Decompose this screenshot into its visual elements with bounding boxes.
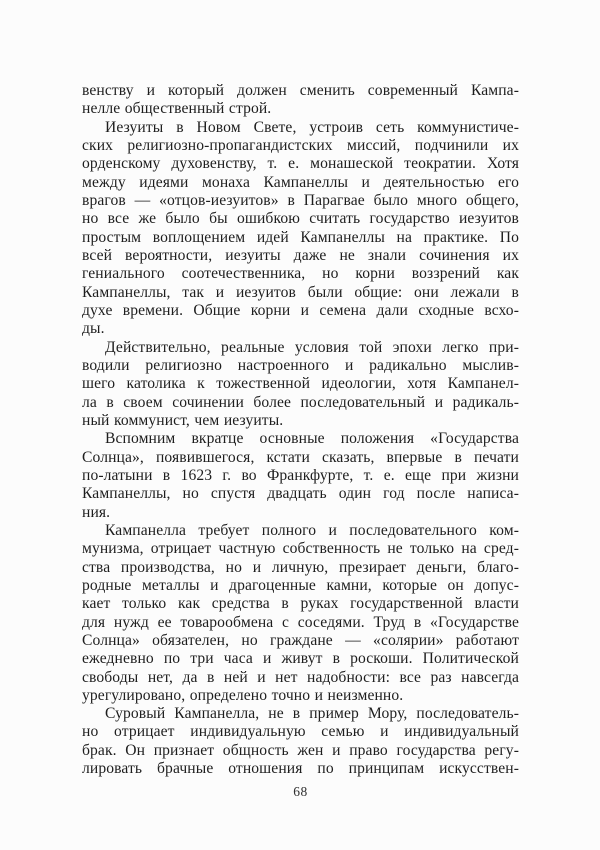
text-line: по-латыни в 1623 г. во Франкфурте, т. е. еще при жизни <box>82 466 519 484</box>
text-line: всей вероятности, иезуиты даже не знали сочинения их <box>82 246 519 264</box>
text-line: ежедневно по три часа и живут в роскоши. Политической <box>82 650 519 668</box>
text-line: свободы нет, да в ней и нет надобности: все раз навсегда <box>82 668 519 686</box>
text-line: венству и который должен сменить современный Кампа- <box>82 82 519 99</box>
text-line: нелле общественный строй. <box>82 100 272 118</box>
text-line: Вспомним вкратце основные положения «Государства <box>105 430 519 448</box>
text-line: родные металлы и драгоценные камни, которые он допус- <box>82 576 519 594</box>
paragraph <box>82 430 519 522</box>
text-line: водили религиозно настроенного и радикально мыслив- <box>82 356 519 374</box>
text-line: но отрицает индивидуальную семью и индивидуальный <box>82 723 519 741</box>
text-line: лировать брачные отношения по принципам искусствен- <box>82 760 519 778</box>
paragraph <box>82 522 519 705</box>
text-line: гениального соотечественника, но корни воззрений как <box>82 265 519 283</box>
text-line: орденскому духовенству, т. е. монашеской теократии. Хотя <box>82 155 519 173</box>
text-line: Солнца», появившегося, кстати сказать, впервые в печати <box>82 448 519 466</box>
text-line: кает только как средства в руках государственной власти <box>82 595 519 613</box>
text-line: Кампанеллы, но спустя двадцать один год после написа- <box>82 485 519 503</box>
text-line: простым воплощением идей Кампанеллы на практике. По <box>82 228 519 246</box>
text-line: брак. Он признает общность жен и право государства регу- <box>82 741 519 759</box>
text-line: для нужд ее товарообмена с соседями. Труд в «Государстве <box>82 613 519 631</box>
text-line: ный коммунист, чем иезуиты. <box>82 411 284 429</box>
text-line: ства производства, но и личную, презирает деньги, благо- <box>82 558 519 576</box>
paragraph <box>82 339 519 431</box>
text-line: Действительно, реальные условия той эпохи легко при- <box>105 338 519 356</box>
text-line: но все же было бы ошибкою считать государство иезуитов <box>82 210 519 228</box>
text-line: Кампанелла требует полного и последовательного ком- <box>105 521 519 539</box>
text-line: ских религиозно-пропагандистских миссий, подчинили их <box>82 136 519 154</box>
paragraph <box>82 82 519 119</box>
text-line: Кампанеллы, так и иезуитов были общие: они лежали в <box>82 283 519 301</box>
page-text <box>82 82 519 778</box>
text-line: ния. <box>82 503 111 521</box>
paragraph <box>82 119 519 339</box>
text-line: духе времени. Общие корни и семена дали сходные всхо- <box>82 301 519 319</box>
text-line: Солнца» обязателен, но граждане — «солярии» работают <box>82 631 519 649</box>
paragraph <box>82 705 519 778</box>
text-line: мунизма, отрицает частную собственность не только на сред- <box>82 540 519 558</box>
page-number: 68 <box>293 784 308 799</box>
text-line: ды. <box>82 320 105 338</box>
text-line: урегулировано, определено точно и неизменно. <box>82 686 404 704</box>
text-line: Суровый Кампанелла, не в пример Мору, последователь- <box>105 705 519 723</box>
text-line: между идеями монаха Кампанеллы и деятельностью его <box>82 173 519 191</box>
text-line: ла в своем сочинении более последовательный и радикаль- <box>82 393 519 411</box>
text-line: Иезуиты в Новом Свете, устроив сеть коммунистиче- <box>105 118 519 136</box>
text-line: врагов — «отцов-иезуитов» в Парагвае было много общего, <box>82 191 519 209</box>
text-line: шего католика к тожественной идеологии, хотя Кампанел- <box>82 375 519 393</box>
